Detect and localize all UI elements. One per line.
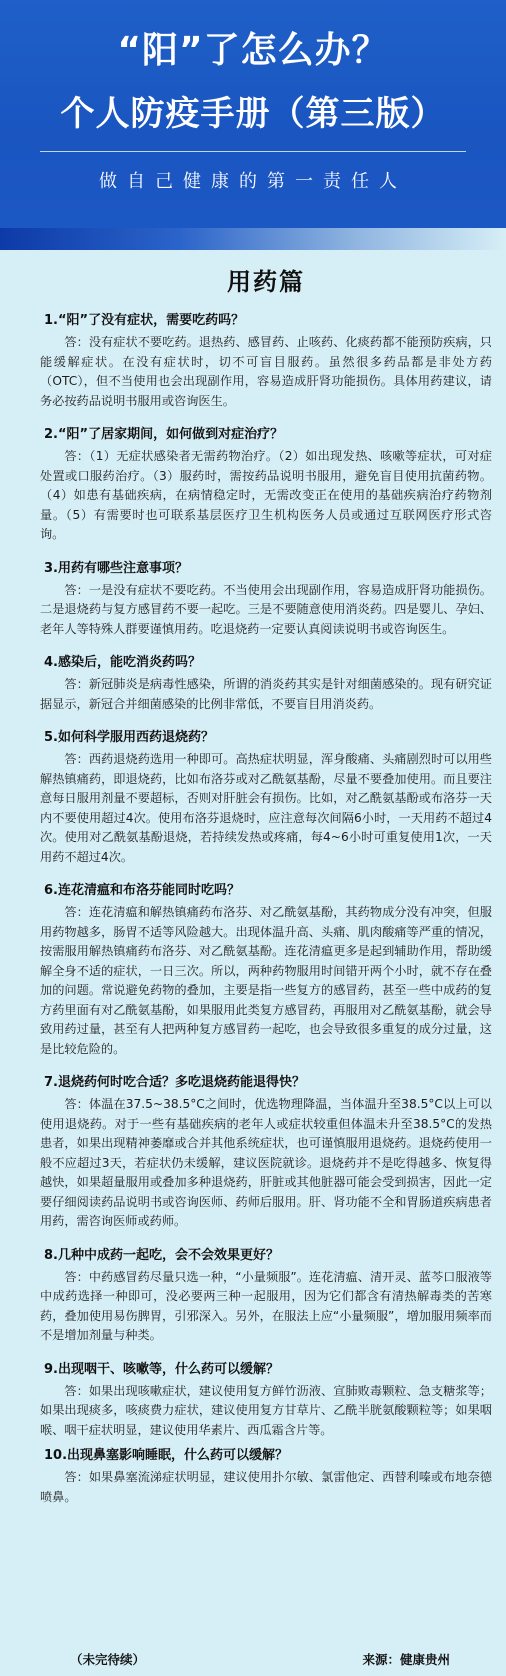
question-2: 2.“阳”了居家期间，如何做到对症治疗？ <box>44 427 284 442</box>
answer-10: 答：如果鼻塞流涕症状明显，建议使用扑尔敏、氯雷他定、西替利嗪或布地奈德喷鼻。 <box>40 1470 492 1504</box>
question-4: 4.感染后，能吃消炎药吗？ <box>44 655 201 670</box>
answer-3: 答：一是没有症状不要吃药。不当使用会出现副作用，容易造成肝肾功能损伤。二是退烧药与复方感冒药不要一起吃。三是不要随意使用消炎药。四是婴儿、孕妇、老年人等特殊人群要谨慎用药。吃退烧药一定要认真阅读说明书或咨询医生。 <box>40 582 492 636</box>
gradient-strip <box>0 228 506 250</box>
section-title: 用药篇 <box>227 268 305 296</box>
banner-subtitle: 做自己健康的第一责任人 <box>99 171 407 192</box>
question-10: 10.出现鼻塞影响睡眠，什么药可以缓解？ <box>44 1448 289 1463</box>
question-5: 5.如何科学服用西药退烧药？ <box>44 730 214 745</box>
question-3: 3.用药有哪些注意事项？ <box>44 560 188 576</box>
banner-title-line2: 个人防疫手册（第三版） <box>60 94 446 134</box>
question-1: 1.“阳”了没有症状，需要吃药吗？ <box>44 313 245 328</box>
answer-5: 答：西药退烧药选用一种即可。高热症状明显，浑身酸痛、头痛剧烈时可以用些解热镇痛药，即退烧药，比如布洛芬或对乙酰氨基酚，尽量不要叠加使用。而且要注意每日服用剂量不要超标，否则对肝脏会有损伤。比如，对乙酰氨基酚或布洛芬一天内不要使用超过4次。使用布洛芬退烧时，应注意每次间隔6小时，一天用药不超过4次。使用对乙酰氨基酚退烧，若持续发热或疼痛，每4~6小时可重复使用1次，一天用药不超过4次。 <box>40 752 492 864</box>
question-8: 8.几种中成药一起吃，会不会效果更好？ <box>44 1247 279 1263</box>
answer-9: 答：如果出现咳嗽症状，建议使用复方鲜竹沥液、宣肺败毒颗粒、急支糖浆等；如果出现痰多，咳痰费力症状，建议使用复方甘草片、乙酰半胱氨酸颗粒等；如果咽喉、咽干症状明显，建议使用华素片、西瓜霜含片等。 <box>40 1383 492 1437</box>
answer-7: 答：体温在37.5~38.5°C之间时，优选物理降温，当体温升至38.5°C以上可以使用退烧药。对于一些有基础疾病的老年人或症状较重但体温未升至38.5°C的发热患者，如果出现精神萎靡或合并其他系统症状，也可谨慎服用退烧药。退烧药使用一般不应超过3天，若症状仍未缓解，建议医院就诊。退烧药并不是吃得越多、恢复得越快，如果超量服用或叠加多种退烧药，肝脏或其他脏器可能会受到损害，因此一定要仔细阅读药品说明书或咨询医师、药师后服用。肝、肾功能不全和胃肠道疾病患者用药，需咨询医师或药师。 <box>40 1097 492 1228</box>
question-9: 9.出现咽干、咳嗽等，什么药可以缓解？ <box>44 1361 279 1377</box>
answer-4: 答：新冠肺炎是病毒性感染，所谓的消炎药其实是针对细菌感染的。现有研究证据显示，新冠合并细菌感染的比例非常低，不要盲目用消炎药。 <box>40 677 492 711</box>
question-6: 6.连花清瘟和布洛芬能同时吃吗？ <box>44 883 240 898</box>
source-credit: 来源：健康贵州 <box>362 1652 450 1667</box>
banner-title-line1: “阳”了怎么办？ <box>117 30 389 71</box>
header-banner <box>0 0 506 228</box>
article-body <box>0 262 506 1507</box>
answer-1: 答：没有症状不要吃药。退热药、感冒药、止咳药、化痰药都不能预防疾病，只能缓解症状。在没有症状时，切不可盲目服药。虽然很多药品都是非处方药（OTC），但不当使用也会出现副作用，容易造成肝肾功能损伤。具体用药建议，请务必按药品说明书服用或咨询医生。 <box>40 335 492 408</box>
answer-8: 答：中药感冒药尽量只选一种，“小量频服”。连花清瘟、清开灵、蓝芩口服液等中成药选择一种即可，没必要两三种一起服用，因为它们都含有清热解毒类的苦寒药，叠加使用易伤脾胃，引邪深入。另外，在服法上应“小量频服”，增加服用频率而不是增加剂量与种类。 <box>40 1269 492 1342</box>
question-7: 7.退烧药何时吃合适？多吃退烧药能退得快？ <box>44 1075 305 1090</box>
banner-divider <box>40 151 466 152</box>
footer <box>0 1650 506 1670</box>
answer-2: 答：（1）无症状感染者无需药物治疗。（2）如出现发热、咳嗽等症状，可对症处置或口服药治疗。（3）服药时，需按药品说明书服用，避免盲目使用抗菌药物。（4）如患有基础疾病，在病情稳定时，无需改变正在使用的基础疾病治疗药物剂量。（5）有需要时也可联系基层医疗卫生机构医务人员或通过互联网医疗形式咨询。 <box>40 449 492 541</box>
to-be-continued: （未完待续） <box>70 1652 146 1667</box>
answer-6: 答：连花清瘟和解热镇痛药布洛芬、对乙酰氨基酚，其药物成分没有冲突，但服用药物越多，肠胃不适等风险越大。出现体温升高、头痛、肌肉酸痛等严重的情况，按需服用解热镇痛药布洛芬、对乙酰氨基酚。连花清瘟更多是起到辅助作用，帮助缓解全身不适的症状，一日三次。所以，两种药物服用时间错开两个小时，就不存在叠加的问题。常说避免药物的叠加，主要是指一些复方的感冒药，甚至一些中成药的复方药里面有对乙酰氨基酚，如果服用此类复方感冒药，再服用对乙酰氨基酚，就会导致用药过量，甚至有人把两种复方感冒药一起吃，也会导致很多重复的成分过量，这是比较危险的。 <box>40 905 492 1056</box>
